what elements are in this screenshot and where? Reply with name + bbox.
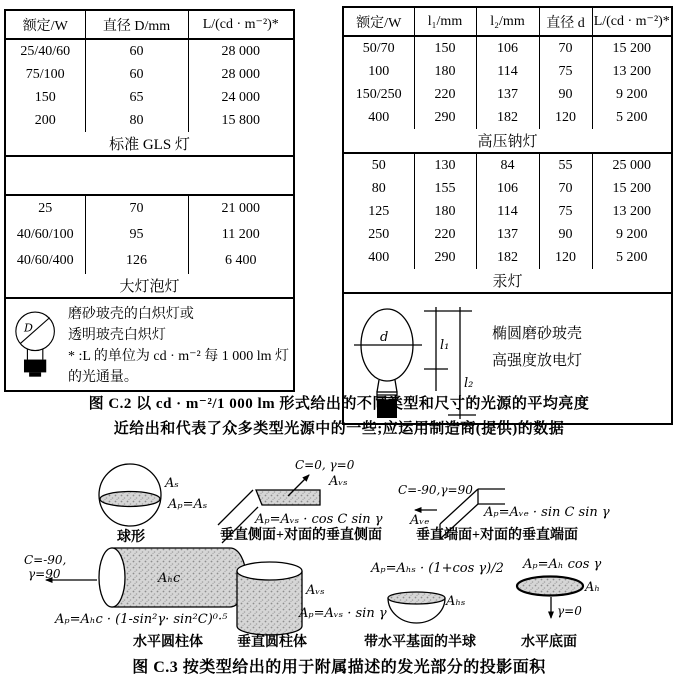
- data-cell: 137: [476, 83, 539, 106]
- bulb-base: [24, 360, 46, 373]
- header-cell: l₁/mm: [414, 7, 476, 36]
- table-row: [343, 200, 672, 223]
- vertical-cylinder-caption: 垂直圆柱体: [237, 635, 307, 650]
- sphere-caption: 球形: [117, 530, 145, 545]
- data-cell: 120: [539, 106, 592, 129]
- header-cell: 直径 d: [539, 7, 592, 36]
- horizontal-cylinder-diagram: [24, 548, 246, 650]
- data-cell: 200: [5, 109, 85, 132]
- section-label-row: [343, 269, 672, 293]
- data-cell: 21 000: [221, 201, 260, 216]
- horizontal-base-angle: γ=0: [557, 604, 582, 618]
- data-cell: 150/250: [343, 83, 414, 106]
- table-row: [5, 222, 294, 248]
- note-line: * :L 的单位为 cd · m⁻² 每 1 000 lm 灯: [67, 349, 289, 364]
- vertical-side-caption: 垂直侧面+对面的垂直侧面: [220, 528, 382, 543]
- hemisphere-caption: 带水平基面的半球: [364, 635, 476, 650]
- data-cell: 155: [414, 177, 476, 200]
- header-cell: 直径 D/mm: [85, 10, 188, 39]
- vertical-side-formula: Aₚ=Aᵥₛ · cos C sin γ: [255, 512, 383, 527]
- lamp-luminance-table-discharge: [342, 6, 673, 425]
- incandescent-bulb-icon: [12, 304, 60, 386]
- data-cell: 220: [414, 83, 476, 106]
- horizontal-base-diagram: [517, 557, 602, 650]
- data-cell: 60: [85, 63, 188, 86]
- data-cell: 290: [414, 106, 476, 129]
- figure-c2-caption-line1: 图 C.2 以 cd · m⁻²/1 000 lm 形式给出的不同类型和尺寸的光源的平均亮度: [88, 396, 590, 412]
- table-row: [5, 195, 294, 222]
- data-cell: 106: [476, 36, 539, 60]
- vertical-end-diagram: [398, 483, 610, 543]
- section-label: 大灯泡灯: [5, 274, 294, 298]
- data-cell: 150: [414, 36, 476, 60]
- data-cell: 400: [343, 106, 414, 129]
- data-cell: 120: [539, 246, 592, 269]
- horizontal-base-formula: Aₚ=Aₕ cos γ: [523, 557, 602, 572]
- data-cell: 15 200: [612, 180, 651, 196]
- table-header-row: [343, 7, 672, 36]
- section-label-row: [343, 129, 672, 153]
- note-text: [492, 321, 582, 375]
- data-cell: 13 200: [612, 63, 651, 79]
- data-cell: 250: [343, 223, 414, 246]
- data-cell: 15 800: [221, 112, 260, 128]
- data-cell: 40/60/100: [5, 222, 85, 248]
- horizontal-base-area-label: Aₕ: [585, 580, 601, 595]
- data-cell: 75: [539, 60, 592, 83]
- section-label-row: [5, 274, 294, 298]
- table-row: [343, 106, 672, 129]
- lamp-diameter-label: d: [380, 330, 389, 345]
- vertical-end-area-label: Aᵥₑ: [410, 513, 430, 528]
- lamp-l2-label: l₂: [464, 376, 474, 391]
- table-header-row: [5, 10, 294, 39]
- horizontal-cylinder-formula: Aₚ=Aₕc · (1-sin²γ· sin²C)⁰·⁵: [55, 612, 228, 627]
- data-cell: 95: [85, 222, 188, 248]
- data-cell: 125: [343, 200, 414, 223]
- horizontal-base-caption: 水平底面: [521, 635, 577, 650]
- data-cell: 11 200: [221, 227, 260, 242]
- vertical-side-angles: C=0, γ=0: [295, 458, 355, 472]
- data-cell: 100: [343, 60, 414, 83]
- data-cell: 50/70: [343, 36, 414, 60]
- data-cell: 130: [414, 153, 476, 177]
- data-cell: 25/40/60: [5, 39, 85, 63]
- data-cell: 137: [476, 223, 539, 246]
- data-cell: 290: [414, 246, 476, 269]
- horizontal-cylinder-angle2: γ=90: [28, 567, 61, 581]
- table-row: [343, 36, 672, 60]
- data-cell: 90: [539, 83, 592, 106]
- data-cell: 126: [85, 248, 188, 274]
- horizontal-cylinder-area-label: Aₕc: [158, 571, 181, 586]
- header-cell: 额定/W: [343, 7, 414, 36]
- data-cell: 65: [85, 86, 188, 109]
- hemisphere-area-label: Aₕₛ: [446, 594, 466, 609]
- note-text: [68, 304, 289, 388]
- section-label: 汞灯: [343, 269, 672, 293]
- data-cell: 40/60/400: [5, 248, 85, 274]
- table-row: [5, 86, 294, 109]
- note-line: 高强度放电灯: [492, 353, 583, 369]
- note-line: 的光通量。: [67, 370, 138, 385]
- bulb-diameter-label: D: [23, 321, 33, 335]
- lamp-luminance-table-incandescent: [4, 9, 295, 392]
- table-row: [5, 109, 294, 132]
- vertical-end-angles: C=-90,γ=90: [398, 483, 473, 497]
- header-cell: 额定/W: [5, 10, 85, 39]
- data-cell: 182: [476, 106, 539, 129]
- table-row: [5, 248, 294, 274]
- data-cell: 70: [85, 195, 188, 222]
- lamp-l1-label: l₁: [440, 338, 450, 353]
- header-cell: L/(cd · m⁻²)*: [592, 7, 672, 36]
- table-row: [343, 60, 672, 83]
- data-cell: 114: [476, 60, 539, 83]
- projected-area-diagrams: [0, 452, 678, 654]
- data-cell: 24 000: [221, 89, 260, 105]
- data-cell: 5 200: [616, 109, 648, 125]
- figure-c2-caption-line2: 近给出和代表了众多类型光源中的一些;应运用制造商(提供)的数据: [113, 421, 565, 437]
- section-label-row: [5, 132, 294, 156]
- table-note-row: [5, 298, 294, 391]
- data-cell: 55: [539, 153, 592, 177]
- data-cell: 80: [85, 109, 188, 132]
- data-cell: 400: [343, 246, 414, 269]
- horizontal-cylinder-caption: 水平圆柱体: [133, 635, 203, 650]
- table-row: [343, 177, 672, 200]
- vertical-end-formula: Aₚ=Aᵥₑ · sin C sin γ: [484, 505, 610, 520]
- empty-band-row: [5, 156, 294, 195]
- sphere-formula: Aₚ=Aₛ: [168, 497, 208, 512]
- data-cell: 84: [476, 153, 539, 177]
- sphere-diagram: [99, 464, 207, 545]
- data-cell: 75/100: [5, 63, 85, 86]
- section-label: 标准 GLS 灯: [5, 132, 294, 156]
- table-row: [343, 223, 672, 246]
- data-cell: 60: [85, 39, 188, 63]
- table-row: [343, 153, 672, 177]
- data-cell: 80: [343, 177, 414, 200]
- data-cell: 114: [476, 200, 539, 223]
- data-cell: 28 000: [221, 66, 260, 82]
- table-row: [5, 39, 294, 63]
- data-cell: 70: [539, 36, 592, 60]
- note-line: 透明玻壳白炽灯: [67, 328, 166, 343]
- data-cell: 28 000: [221, 43, 260, 59]
- horizontal-cylinder-angle1: C=-90,: [24, 553, 67, 567]
- table-row: [343, 83, 672, 106]
- data-cell: 9 200: [616, 86, 648, 102]
- figure-c3-caption: 图 C.3 按类型给出的用于附属描述的发光部分的投影面积: [132, 659, 546, 676]
- data-cell: 90: [539, 223, 592, 246]
- data-cell: 50: [343, 153, 414, 177]
- data-cell: 15 200: [612, 40, 651, 56]
- hemisphere-formula: Aₚ=Aₕₛ · (1+cos γ)/2: [371, 561, 504, 576]
- data-cell: 220: [414, 223, 476, 246]
- data-cell: 5 200: [616, 249, 648, 265]
- data-cell: 9 200: [616, 226, 648, 242]
- data-cell: 25 000: [612, 157, 651, 173]
- data-cell: 13 200: [612, 203, 651, 219]
- data-cell: 150: [5, 86, 85, 109]
- table-row: [5, 63, 294, 86]
- header-cell: l₂/mm: [476, 7, 539, 36]
- data-cell: 25: [5, 195, 85, 222]
- data-cell: 75: [539, 200, 592, 223]
- section-label: 高压钠灯: [343, 129, 672, 153]
- header-cell: L/(cd · m⁻²)*: [188, 10, 294, 39]
- vertical-cylinder-area-label: Aᵥₛ: [306, 583, 325, 598]
- note-line: 磨砂玻壳的白炽灯或: [67, 307, 194, 322]
- table-row: [343, 246, 672, 269]
- vertical-side-diagram: [218, 458, 383, 543]
- note-line: 椭圆磨砂玻壳: [492, 326, 583, 342]
- data-cell: 180: [414, 60, 476, 83]
- data-cell: 6 400: [225, 253, 257, 268]
- data-cell: 180: [414, 200, 476, 223]
- sphere-area-label: Aₛ: [165, 476, 179, 491]
- vertical-side-area-label: Aᵥₛ: [329, 474, 348, 489]
- data-cell: 70: [539, 177, 592, 200]
- vertical-cylinder-formula: Aₚ=Aᵥₛ · sin γ: [299, 606, 387, 621]
- vertical-end-caption: 垂直端面+对面的垂直端面: [416, 528, 578, 543]
- data-cell: 182: [476, 246, 539, 269]
- data-cell: 106: [476, 177, 539, 200]
- empty-band: [5, 156, 294, 195]
